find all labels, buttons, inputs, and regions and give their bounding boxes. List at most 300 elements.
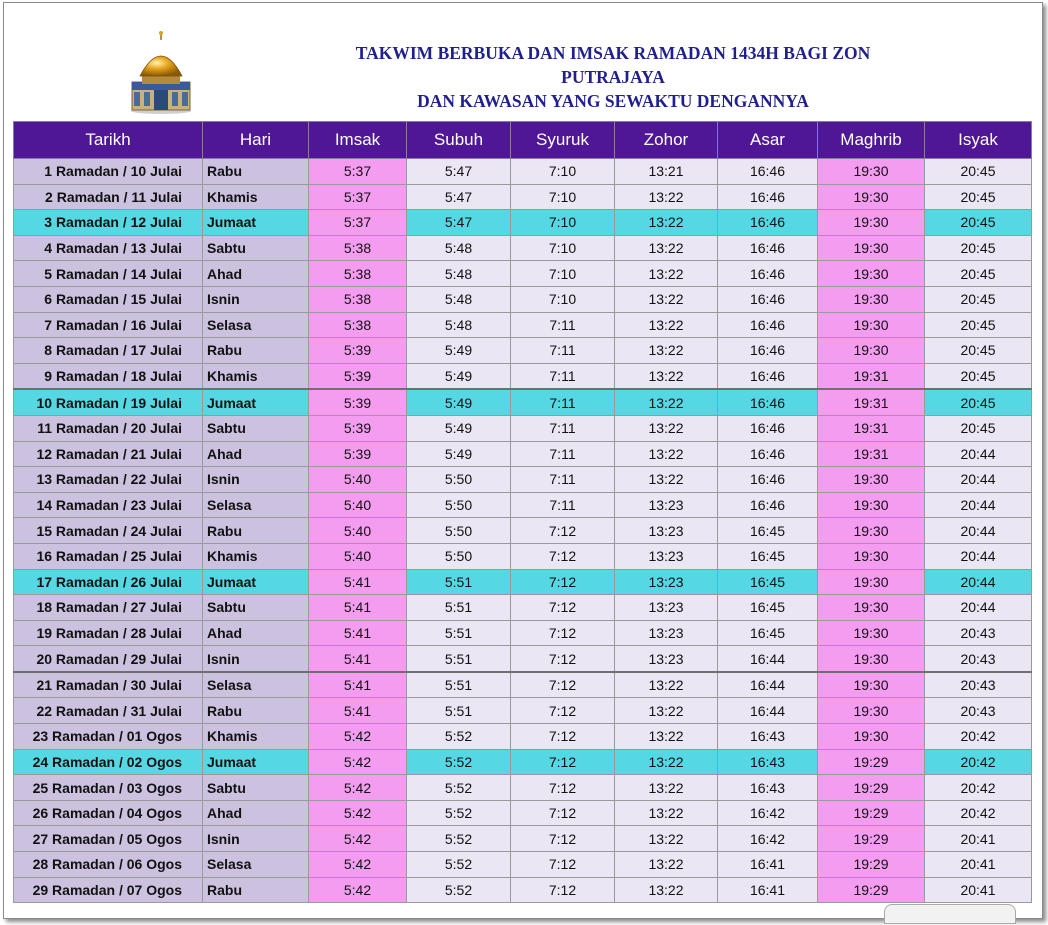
table-row	[14, 312, 1032, 338]
cell-zohor: 13:22	[615, 286, 718, 312]
cell-zohor: 13:22	[615, 852, 718, 878]
cell-zohor: 13:22	[615, 338, 718, 364]
cell-syuruk: 7:12	[511, 698, 615, 724]
cell-zohor: 13:22	[615, 775, 718, 801]
cell-maghrib: 19:30	[818, 595, 925, 621]
cell-date: 6 Ramadan / 15 Julai	[14, 286, 203, 312]
cell-zohor: 13:23	[615, 595, 718, 621]
cell-day: Jumaat	[203, 569, 309, 595]
cell-subuh: 5:48	[407, 286, 511, 312]
cell-syuruk: 7:11	[511, 363, 615, 389]
cell-subuh: 5:52	[407, 877, 511, 903]
cell-subuh: 5:49	[407, 389, 511, 415]
cell-day: Sabtu	[203, 595, 309, 621]
cell-day: Jumaat	[203, 389, 309, 415]
cell-date: 18 Ramadan / 27 Julai	[14, 595, 203, 621]
cell-asar: 16:41	[718, 852, 818, 878]
cell-asar: 16:46	[718, 415, 818, 441]
cell-isyak: 20:45	[925, 312, 1032, 338]
cell-imsak: 5:42	[309, 877, 407, 903]
cell-zohor: 13:22	[615, 877, 718, 903]
table-header-row	[14, 122, 1032, 159]
table-row	[14, 389, 1032, 415]
cell-date: 21 Ramadan / 30 Julai	[14, 672, 203, 698]
cell-day: Rabu	[203, 159, 309, 185]
cell-day: Khamis	[203, 184, 309, 210]
table-row	[14, 620, 1032, 646]
cell-maghrib: 19:30	[818, 620, 925, 646]
table-row	[14, 749, 1032, 775]
cell-syuruk: 7:12	[511, 800, 615, 826]
cell-isyak: 20:45	[925, 210, 1032, 236]
cell-imsak: 5:42	[309, 724, 407, 750]
table-row	[14, 235, 1032, 261]
table-row	[14, 698, 1032, 724]
cell-zohor: 13:22	[615, 415, 718, 441]
prayer-timetable	[13, 121, 1032, 903]
cell-day: Ahad	[203, 441, 309, 467]
cell-date: 12 Ramadan / 21 Julai	[14, 441, 203, 467]
cell-subuh: 5:49	[407, 363, 511, 389]
cell-maghrib: 19:29	[818, 749, 925, 775]
cell-day: Isnin	[203, 467, 309, 493]
cell-isyak: 20:44	[925, 595, 1032, 621]
cell-maghrib: 19:31	[818, 441, 925, 467]
cell-date: 23 Ramadan / 01 Ogos	[14, 724, 203, 750]
cell-syuruk: 7:12	[511, 569, 615, 595]
cell-zohor: 13:22	[615, 441, 718, 467]
cell-imsak: 5:41	[309, 672, 407, 698]
cell-isyak: 20:41	[925, 877, 1032, 903]
mosque-icon	[128, 30, 194, 114]
cell-date: 17 Ramadan / 26 Julai	[14, 569, 203, 595]
cell-syuruk: 7:12	[511, 646, 615, 672]
cell-isyak: 20:42	[925, 724, 1032, 750]
cell-date: 2 Ramadan / 11 Julai	[14, 184, 203, 210]
cell-syuruk: 7:12	[511, 724, 615, 750]
cell-day: Khamis	[203, 363, 309, 389]
table-row	[14, 595, 1032, 621]
cell-subuh: 5:48	[407, 235, 511, 261]
cell-maghrib: 19:30	[818, 261, 925, 287]
table-row	[14, 518, 1032, 544]
cell-imsak: 5:42	[309, 749, 407, 775]
table-row	[14, 492, 1032, 518]
cell-isyak: 20:45	[925, 389, 1032, 415]
cell-date: 20 Ramadan / 29 Julai	[14, 646, 203, 672]
cell-maghrib: 19:30	[818, 646, 925, 672]
cell-isyak: 20:42	[925, 749, 1032, 775]
table-row	[14, 261, 1032, 287]
cell-day: Ahad	[203, 261, 309, 287]
cell-imsak: 5:38	[309, 312, 407, 338]
title-line-3: DAN KAWASAN YANG SEWAKTU DENGANNYA	[417, 91, 809, 111]
cell-date: 22 Ramadan / 31 Julai	[14, 698, 203, 724]
cell-subuh: 5:50	[407, 467, 511, 493]
cell-maghrib: 19:31	[818, 415, 925, 441]
title-line-1: TAKWIM BERBUKA DAN IMSAK RAMADAN 1434H BAGI ZON	[355, 43, 871, 63]
cell-date: 16 Ramadan / 25 Julai	[14, 543, 203, 569]
column-header-date: Tarikh	[14, 122, 203, 159]
cell-asar: 16:46	[718, 467, 818, 493]
table-row	[14, 415, 1032, 441]
cell-subuh: 5:51	[407, 646, 511, 672]
cell-asar: 16:43	[718, 775, 818, 801]
cell-maghrib: 19:31	[818, 389, 925, 415]
cell-maghrib: 19:30	[818, 338, 925, 364]
cell-day: Ahad	[203, 620, 309, 646]
cell-imsak: 5:37	[309, 159, 407, 185]
cell-asar: 16:46	[718, 312, 818, 338]
cell-day: Rabu	[203, 338, 309, 364]
cell-isyak: 20:44	[925, 441, 1032, 467]
cell-day: Rabu	[203, 518, 309, 544]
cell-zohor: 13:22	[615, 389, 718, 415]
scroll-tab-button[interactable]	[884, 904, 1016, 924]
cell-subuh: 5:49	[407, 415, 511, 441]
page-title	[300, 41, 926, 113]
cell-date: 7 Ramadan / 16 Julai	[14, 312, 203, 338]
cell-subuh: 5:52	[407, 852, 511, 878]
cell-zohor: 13:22	[615, 698, 718, 724]
cell-day: Khamis	[203, 543, 309, 569]
cell-zohor: 13:22	[615, 826, 718, 852]
cell-syuruk: 7:11	[511, 467, 615, 493]
cell-zohor: 13:21	[615, 159, 718, 185]
cell-subuh: 5:49	[407, 338, 511, 364]
cell-subuh: 5:47	[407, 159, 511, 185]
cell-syuruk: 7:12	[511, 620, 615, 646]
cell-zohor: 13:22	[615, 312, 718, 338]
cell-syuruk: 7:10	[511, 184, 615, 210]
cell-subuh: 5:50	[407, 518, 511, 544]
cell-asar: 16:46	[718, 389, 818, 415]
cell-syuruk: 7:11	[511, 492, 615, 518]
cell-maghrib: 19:30	[818, 467, 925, 493]
cell-syuruk: 7:11	[511, 338, 615, 364]
cell-asar: 16:46	[718, 235, 818, 261]
cell-maghrib: 19:30	[818, 184, 925, 210]
cell-date: 29 Ramadan / 07 Ogos	[14, 877, 203, 903]
cell-imsak: 5:40	[309, 518, 407, 544]
cell-isyak: 20:44	[925, 492, 1032, 518]
cell-maghrib: 19:30	[818, 492, 925, 518]
cell-maghrib: 19:31	[818, 363, 925, 389]
cell-isyak: 20:41	[925, 826, 1032, 852]
table-row	[14, 646, 1032, 672]
table-row	[14, 852, 1032, 878]
table-row	[14, 543, 1032, 569]
cell-isyak: 20:43	[925, 646, 1032, 672]
cell-day: Rabu	[203, 698, 309, 724]
cell-asar: 16:45	[718, 518, 818, 544]
cell-isyak: 20:45	[925, 184, 1032, 210]
cell-isyak: 20:45	[925, 286, 1032, 312]
cell-maghrib: 19:29	[818, 826, 925, 852]
cell-isyak: 20:42	[925, 800, 1032, 826]
cell-imsak: 5:42	[309, 800, 407, 826]
cell-date: 27 Ramadan / 05 Ogos	[14, 826, 203, 852]
cell-imsak: 5:39	[309, 338, 407, 364]
cell-maghrib: 19:30	[818, 698, 925, 724]
cell-asar: 16:46	[718, 261, 818, 287]
table-row	[14, 672, 1032, 698]
cell-asar: 16:44	[718, 672, 818, 698]
table-row	[14, 338, 1032, 364]
cell-date: 13 Ramadan / 22 Julai	[14, 467, 203, 493]
cell-date: 28 Ramadan / 06 Ogos	[14, 852, 203, 878]
cell-isyak: 20:44	[925, 467, 1032, 493]
cell-imsak: 5:39	[309, 389, 407, 415]
cell-subuh: 5:47	[407, 210, 511, 236]
cell-imsak: 5:38	[309, 286, 407, 312]
cell-imsak: 5:40	[309, 543, 407, 569]
cell-subuh: 5:51	[407, 672, 511, 698]
cell-subuh: 5:52	[407, 749, 511, 775]
table-row	[14, 826, 1032, 852]
table-row	[14, 800, 1032, 826]
table-row	[14, 877, 1032, 903]
cell-subuh: 5:48	[407, 261, 511, 287]
cell-zohor: 13:22	[615, 184, 718, 210]
cell-date: 9 Ramadan / 18 Julai	[14, 363, 203, 389]
cell-imsak: 5:38	[309, 235, 407, 261]
cell-imsak: 5:41	[309, 569, 407, 595]
cell-syuruk: 7:12	[511, 749, 615, 775]
cell-zohor: 13:22	[615, 672, 718, 698]
column-header-imsak: Imsak	[309, 122, 407, 159]
cell-maghrib: 19:30	[818, 569, 925, 595]
cell-asar: 16:44	[718, 646, 818, 672]
table-row	[14, 184, 1032, 210]
cell-date: 25 Ramadan / 03 Ogos	[14, 775, 203, 801]
cell-day: Ahad	[203, 800, 309, 826]
cell-isyak: 20:45	[925, 159, 1032, 185]
cell-date: 4 Ramadan / 13 Julai	[14, 235, 203, 261]
cell-zohor: 13:22	[615, 800, 718, 826]
cell-date: 15 Ramadan / 24 Julai	[14, 518, 203, 544]
cell-day: Isnin	[203, 286, 309, 312]
cell-date: 8 Ramadan / 17 Julai	[14, 338, 203, 364]
cell-subuh: 5:51	[407, 569, 511, 595]
cell-maghrib: 19:30	[818, 235, 925, 261]
cell-subuh: 5:50	[407, 492, 511, 518]
cell-imsak: 5:41	[309, 620, 407, 646]
cell-zohor: 13:22	[615, 467, 718, 493]
cell-date: 11 Ramadan / 20 Julai	[14, 415, 203, 441]
cell-syuruk: 7:10	[511, 210, 615, 236]
table-row	[14, 210, 1032, 236]
cell-imsak: 5:39	[309, 363, 407, 389]
cell-date: 19 Ramadan / 28 Julai	[14, 620, 203, 646]
cell-imsak: 5:39	[309, 441, 407, 467]
cell-imsak: 5:42	[309, 826, 407, 852]
cell-day: Sabtu	[203, 235, 309, 261]
cell-isyak: 20:45	[925, 415, 1032, 441]
cell-asar: 16:42	[718, 800, 818, 826]
cell-isyak: 20:45	[925, 261, 1032, 287]
cell-maghrib: 19:30	[818, 286, 925, 312]
cell-zohor: 13:22	[615, 210, 718, 236]
cell-subuh: 5:47	[407, 184, 511, 210]
table-row	[14, 286, 1032, 312]
cell-isyak: 20:43	[925, 672, 1032, 698]
cell-day: Selasa	[203, 492, 309, 518]
cell-imsak: 5:41	[309, 698, 407, 724]
cell-imsak: 5:41	[309, 595, 407, 621]
cell-imsak: 5:40	[309, 492, 407, 518]
cell-day: Isnin	[203, 826, 309, 852]
cell-asar: 16:46	[718, 184, 818, 210]
cell-syuruk: 7:12	[511, 852, 615, 878]
cell-asar: 16:45	[718, 620, 818, 646]
cell-asar: 16:46	[718, 338, 818, 364]
cell-day: Sabtu	[203, 775, 309, 801]
cell-syuruk: 7:12	[511, 826, 615, 852]
table-row	[14, 363, 1032, 389]
cell-isyak: 20:42	[925, 775, 1032, 801]
cell-subuh: 5:52	[407, 826, 511, 852]
cell-imsak: 5:38	[309, 261, 407, 287]
cell-syuruk: 7:10	[511, 159, 615, 185]
cell-date: 10 Ramadan / 19 Julai	[14, 389, 203, 415]
cell-asar: 16:45	[718, 543, 818, 569]
cell-day: Selasa	[203, 312, 309, 338]
cell-asar: 16:41	[718, 877, 818, 903]
cell-asar: 16:46	[718, 492, 818, 518]
cell-subuh: 5:51	[407, 698, 511, 724]
cell-zohor: 13:23	[615, 646, 718, 672]
title-line-2: PUTRAJAYA	[561, 67, 665, 87]
cell-syuruk: 7:12	[511, 877, 615, 903]
cell-day: Khamis	[203, 724, 309, 750]
table-row	[14, 775, 1032, 801]
cell-asar: 16:45	[718, 595, 818, 621]
column-header-maghrib: Maghrib	[818, 122, 925, 159]
cell-zohor: 13:23	[615, 518, 718, 544]
table-row	[14, 569, 1032, 595]
cell-maghrib: 19:29	[818, 775, 925, 801]
cell-syuruk: 7:10	[511, 286, 615, 312]
cell-syuruk: 7:11	[511, 389, 615, 415]
cell-date: 3 Ramadan / 12 Julai	[14, 210, 203, 236]
column-header-syuruk: Syuruk	[511, 122, 615, 159]
cell-maghrib: 19:30	[818, 518, 925, 544]
cell-maghrib: 19:29	[818, 852, 925, 878]
column-header-asar: Asar	[718, 122, 818, 159]
cell-isyak: 20:45	[925, 338, 1032, 364]
cell-asar: 16:45	[718, 569, 818, 595]
cell-zohor: 13:22	[615, 749, 718, 775]
column-header-day: Hari	[203, 122, 309, 159]
cell-isyak: 20:41	[925, 852, 1032, 878]
cell-day: Jumaat	[203, 210, 309, 236]
table-row	[14, 441, 1032, 467]
cell-date: 26 Ramadan / 04 Ogos	[14, 800, 203, 826]
cell-subuh: 5:52	[407, 775, 511, 801]
cell-zohor: 13:23	[615, 569, 718, 595]
cell-isyak: 20:45	[925, 235, 1032, 261]
cell-imsak: 5:41	[309, 646, 407, 672]
cell-day: Selasa	[203, 852, 309, 878]
cell-syuruk: 7:12	[511, 595, 615, 621]
cell-subuh: 5:49	[407, 441, 511, 467]
table-body	[14, 159, 1032, 903]
cell-isyak: 20:44	[925, 518, 1032, 544]
cell-syuruk: 7:11	[511, 312, 615, 338]
cell-isyak: 20:44	[925, 569, 1032, 595]
cell-date: 24 Ramadan / 02 Ogos	[14, 749, 203, 775]
cell-subuh: 5:51	[407, 595, 511, 621]
cell-zohor: 13:22	[615, 261, 718, 287]
cell-subuh: 5:48	[407, 312, 511, 338]
cell-subuh: 5:52	[407, 724, 511, 750]
cell-zohor: 13:23	[615, 492, 718, 518]
cell-day: Sabtu	[203, 415, 309, 441]
cell-asar: 16:46	[718, 363, 818, 389]
cell-zohor: 13:23	[615, 620, 718, 646]
cell-syuruk: 7:11	[511, 441, 615, 467]
cell-asar: 16:43	[718, 724, 818, 750]
cell-maghrib: 19:30	[818, 312, 925, 338]
cell-imsak: 5:42	[309, 852, 407, 878]
cell-maghrib: 19:29	[818, 800, 925, 826]
cell-maghrib: 19:30	[818, 159, 925, 185]
cell-syuruk: 7:12	[511, 672, 615, 698]
cell-syuruk: 7:10	[511, 261, 615, 287]
cell-imsak: 5:42	[309, 775, 407, 801]
cell-imsak: 5:39	[309, 415, 407, 441]
cell-subuh: 5:51	[407, 620, 511, 646]
cell-syuruk: 7:10	[511, 235, 615, 261]
cell-isyak: 20:44	[925, 543, 1032, 569]
cell-maghrib: 19:30	[818, 724, 925, 750]
cell-date: 5 Ramadan / 14 Julai	[14, 261, 203, 287]
cell-asar: 16:46	[718, 441, 818, 467]
cell-zohor: 13:22	[615, 724, 718, 750]
cell-imsak: 5:37	[309, 184, 407, 210]
cell-asar: 16:46	[718, 159, 818, 185]
cell-day: Rabu	[203, 877, 309, 903]
cell-maghrib: 19:30	[818, 672, 925, 698]
cell-isyak: 20:43	[925, 698, 1032, 724]
cell-zohor: 13:22	[615, 235, 718, 261]
cell-asar: 16:46	[718, 210, 818, 236]
cell-asar: 16:43	[718, 749, 818, 775]
cell-isyak: 20:45	[925, 363, 1032, 389]
cell-maghrib: 19:30	[818, 543, 925, 569]
cell-day: Jumaat	[203, 749, 309, 775]
column-header-isyak: Isyak	[925, 122, 1032, 159]
cell-syuruk: 7:11	[511, 415, 615, 441]
table-row	[14, 159, 1032, 185]
cell-imsak: 5:37	[309, 210, 407, 236]
cell-syuruk: 7:12	[511, 543, 615, 569]
table-row	[14, 467, 1032, 493]
cell-subuh: 5:52	[407, 800, 511, 826]
cell-isyak: 20:43	[925, 620, 1032, 646]
cell-day: Selasa	[203, 672, 309, 698]
cell-asar: 16:44	[718, 698, 818, 724]
cell-date: 14 Ramadan / 23 Julai	[14, 492, 203, 518]
cell-date: 1 Ramadan / 10 Julai	[14, 159, 203, 185]
table-row	[14, 724, 1032, 750]
cell-imsak: 5:40	[309, 467, 407, 493]
column-header-zohor: Zohor	[615, 122, 718, 159]
cell-zohor: 13:22	[615, 363, 718, 389]
cell-asar: 16:46	[718, 286, 818, 312]
cell-subuh: 5:50	[407, 543, 511, 569]
